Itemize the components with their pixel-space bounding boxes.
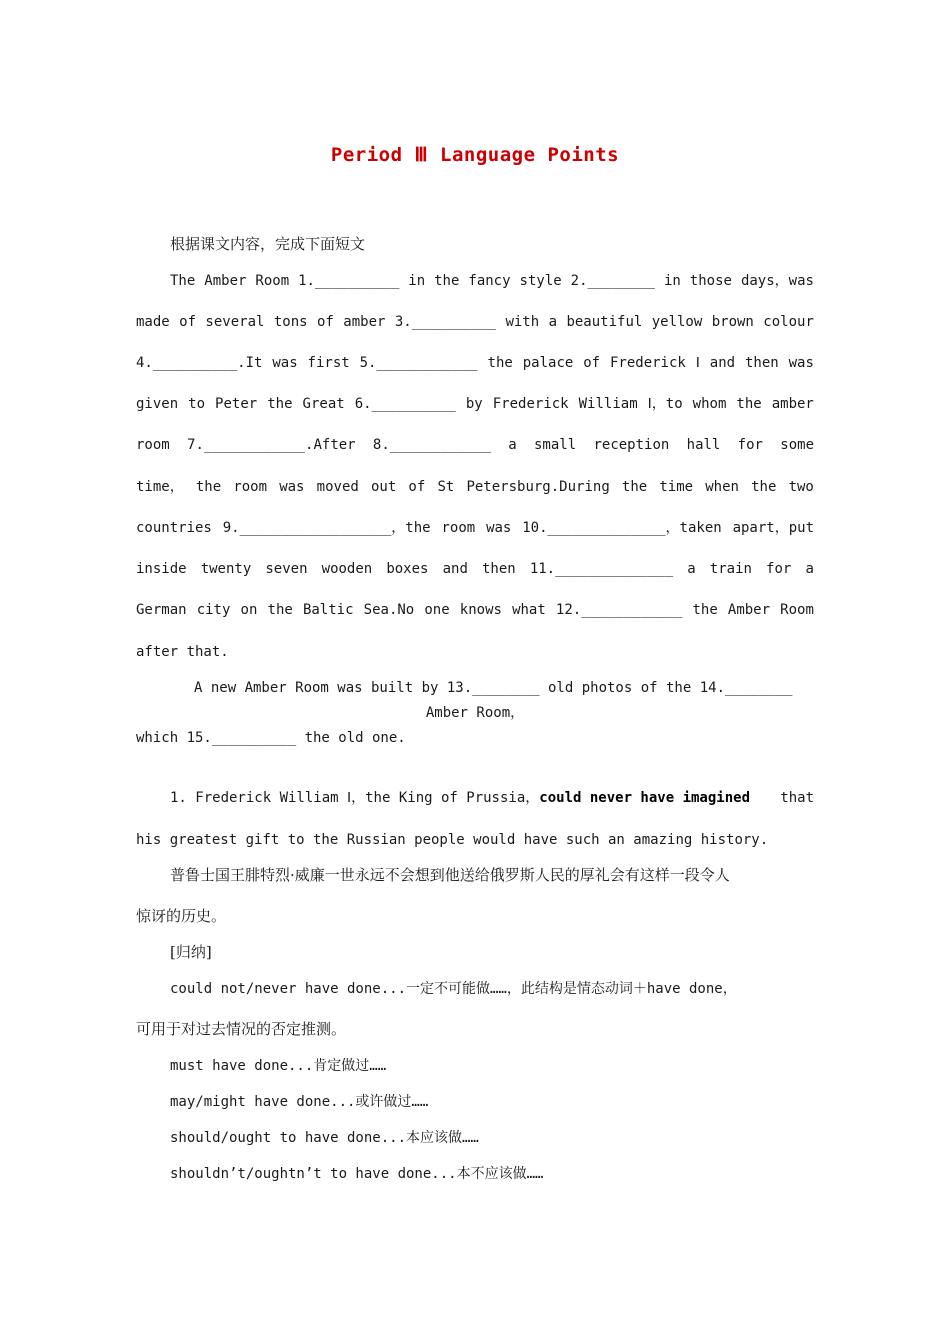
word: when — [705, 479, 739, 495]
point-1-line-2: his greatest gift to the Russian people would have such an amazing history. — [136, 832, 769, 848]
cloze-line-6 — [136, 477, 814, 497]
word: Ⅰ — [695, 355, 700, 371]
word: 9.__________________，the — [222, 520, 431, 536]
word: countries — [136, 520, 212, 536]
word: out — [370, 479, 397, 495]
word: Room — [780, 602, 814, 618]
word: hall — [686, 437, 721, 453]
word: 2.________ — [570, 273, 655, 289]
word: wooden — [321, 561, 373, 577]
word: inside — [136, 561, 187, 577]
word: time — [659, 479, 694, 495]
cloze-line-3 — [136, 353, 814, 373]
word: by — [465, 396, 483, 412]
cloze-line-1 — [170, 271, 814, 291]
key-phrase: could never have imagined — [539, 790, 750, 806]
word: the — [487, 355, 513, 371]
word: and — [709, 355, 736, 371]
word: Amber — [204, 273, 247, 289]
word: and — [442, 561, 468, 577]
word: Room — [255, 273, 290, 289]
word: Ⅰ，to — [647, 396, 683, 412]
word: those — [689, 273, 732, 289]
word: 11.______________ — [529, 561, 674, 577]
word: in — [408, 273, 426, 289]
word: of — [179, 314, 196, 330]
word: the — [434, 273, 460, 289]
word: one — [424, 602, 450, 618]
word: made — [136, 314, 170, 330]
word: the — [195, 479, 222, 495]
word: time， — [136, 479, 184, 495]
word: 7.____________.After — [187, 437, 356, 453]
word: the — [736, 396, 762, 412]
cloze-line-5 — [136, 435, 814, 455]
word: colour — [763, 314, 814, 330]
rule-line-1: could not/never have done...一定不可能做……，此结构是情态动词＋have done， — [170, 981, 737, 997]
word: fancy — [468, 273, 511, 289]
point-1-prefix: 1. Frederick William Ⅰ，the King of Prussia， — [170, 790, 540, 806]
word: yellow — [651, 314, 703, 330]
word: boxes — [386, 561, 429, 577]
summary-heading: [归纳] — [170, 943, 212, 961]
word: William — [578, 396, 638, 412]
word: then — [745, 355, 779, 371]
word: palace — [522, 355, 574, 371]
word: twenty — [200, 561, 252, 577]
word: two — [788, 479, 814, 495]
rule-line-2: 可用于对过去情况的否定推测。 — [136, 1020, 347, 1038]
word: whom — [692, 396, 727, 412]
word: of — [317, 314, 334, 330]
word: was — [486, 520, 512, 536]
point-1-suffix: that — [780, 790, 814, 806]
word: with — [505, 314, 540, 330]
word: room — [136, 437, 170, 453]
word: 5.____________ — [359, 355, 478, 371]
word: Great — [302, 396, 345, 412]
word: 8.____________ — [372, 437, 491, 453]
word: was — [788, 355, 814, 371]
word: several — [205, 314, 265, 330]
word: to — [188, 396, 206, 412]
word: reception — [593, 437, 670, 453]
word: Amber — [727, 602, 771, 618]
word: German — [136, 602, 187, 618]
word: the — [267, 602, 293, 618]
word: knows — [459, 602, 502, 618]
word: for — [766, 561, 792, 577]
word: style — [519, 273, 562, 289]
word: 4.__________.It — [136, 355, 263, 371]
usage-item: should/ought to have done...本应该做…… — [170, 1130, 479, 1146]
word: was — [272, 355, 298, 371]
word: Frederick — [609, 355, 686, 371]
cloze-line-11: A new Amber Room was built by 13.________ old photos of the 14.________ — [194, 680, 793, 696]
word: 12.____________ — [555, 602, 683, 618]
word: 3.__________ — [394, 314, 497, 330]
word: the — [621, 479, 648, 495]
word: Sea.No — [363, 602, 415, 618]
word: room — [441, 520, 476, 536]
word: what — [512, 602, 546, 618]
word: Peter — [215, 396, 258, 412]
usage-item: may/might have done...或许做过…… — [170, 1094, 429, 1110]
word: train — [709, 561, 752, 577]
word: the — [751, 479, 777, 495]
translation-line-1: 普鲁士国王腓特烈·威廉一世永远不会想到他送给俄罗斯人民的厚礼会有这样一段令人 — [170, 866, 730, 884]
translation-line-2: 惊讶的历史。 — [136, 907, 227, 925]
cloze-line-12: Amber Room， — [425, 705, 525, 721]
word: brown — [711, 314, 754, 330]
word: a — [548, 314, 558, 330]
page-title: Period Ⅲ Language Points — [330, 144, 620, 166]
word: then — [482, 561, 516, 577]
word: a — [687, 561, 696, 577]
word: moved — [316, 479, 359, 495]
word: St — [437, 479, 455, 495]
word: city — [196, 602, 231, 618]
word: beautiful — [566, 314, 643, 330]
word: Frederick — [492, 396, 569, 412]
word: 6.__________ — [354, 396, 456, 412]
point-1-sentence — [170, 788, 814, 808]
cloze-line-13: which 15.__________ the old one. — [136, 730, 406, 746]
cloze-line-7 — [136, 518, 814, 538]
word: on — [240, 602, 258, 618]
word: room — [233, 479, 268, 495]
cloze-line-2 — [136, 312, 814, 332]
word: of — [408, 479, 426, 495]
usage-item: shouldn’t/oughtn’t to have done...本不应该做…… — [170, 1166, 544, 1182]
word: amber — [771, 396, 814, 412]
word: was — [279, 479, 305, 495]
word: a — [508, 437, 517, 453]
word: given — [136, 396, 179, 412]
instruction: 根据课文内容，完成下面短文 — [170, 235, 366, 253]
word: tons — [273, 314, 308, 330]
word: The — [170, 273, 196, 289]
word: Petersburg.During — [466, 479, 610, 495]
word: the — [692, 602, 718, 618]
word: 1.__________ — [298, 273, 400, 289]
word: small — [534, 437, 577, 453]
word: a — [805, 561, 814, 577]
word: of — [583, 355, 601, 371]
usage-item: must have done...肯定做过…… — [170, 1058, 387, 1074]
word: some — [780, 437, 814, 453]
word: days，was — [740, 273, 814, 289]
word: apart，put — [732, 520, 814, 536]
word: Baltic — [302, 602, 354, 618]
cloze-line-9 — [136, 600, 814, 620]
cloze-line-4 — [136, 394, 814, 414]
word: 10.______________，taken — [522, 520, 722, 536]
word: amber — [343, 314, 386, 330]
word: first — [307, 355, 350, 371]
word: for — [737, 437, 763, 453]
cloze-line-8 — [136, 559, 814, 579]
word: seven — [265, 561, 308, 577]
cloze-line-10: after that. — [136, 644, 229, 660]
word: the — [267, 396, 293, 412]
word: in — [663, 273, 681, 289]
